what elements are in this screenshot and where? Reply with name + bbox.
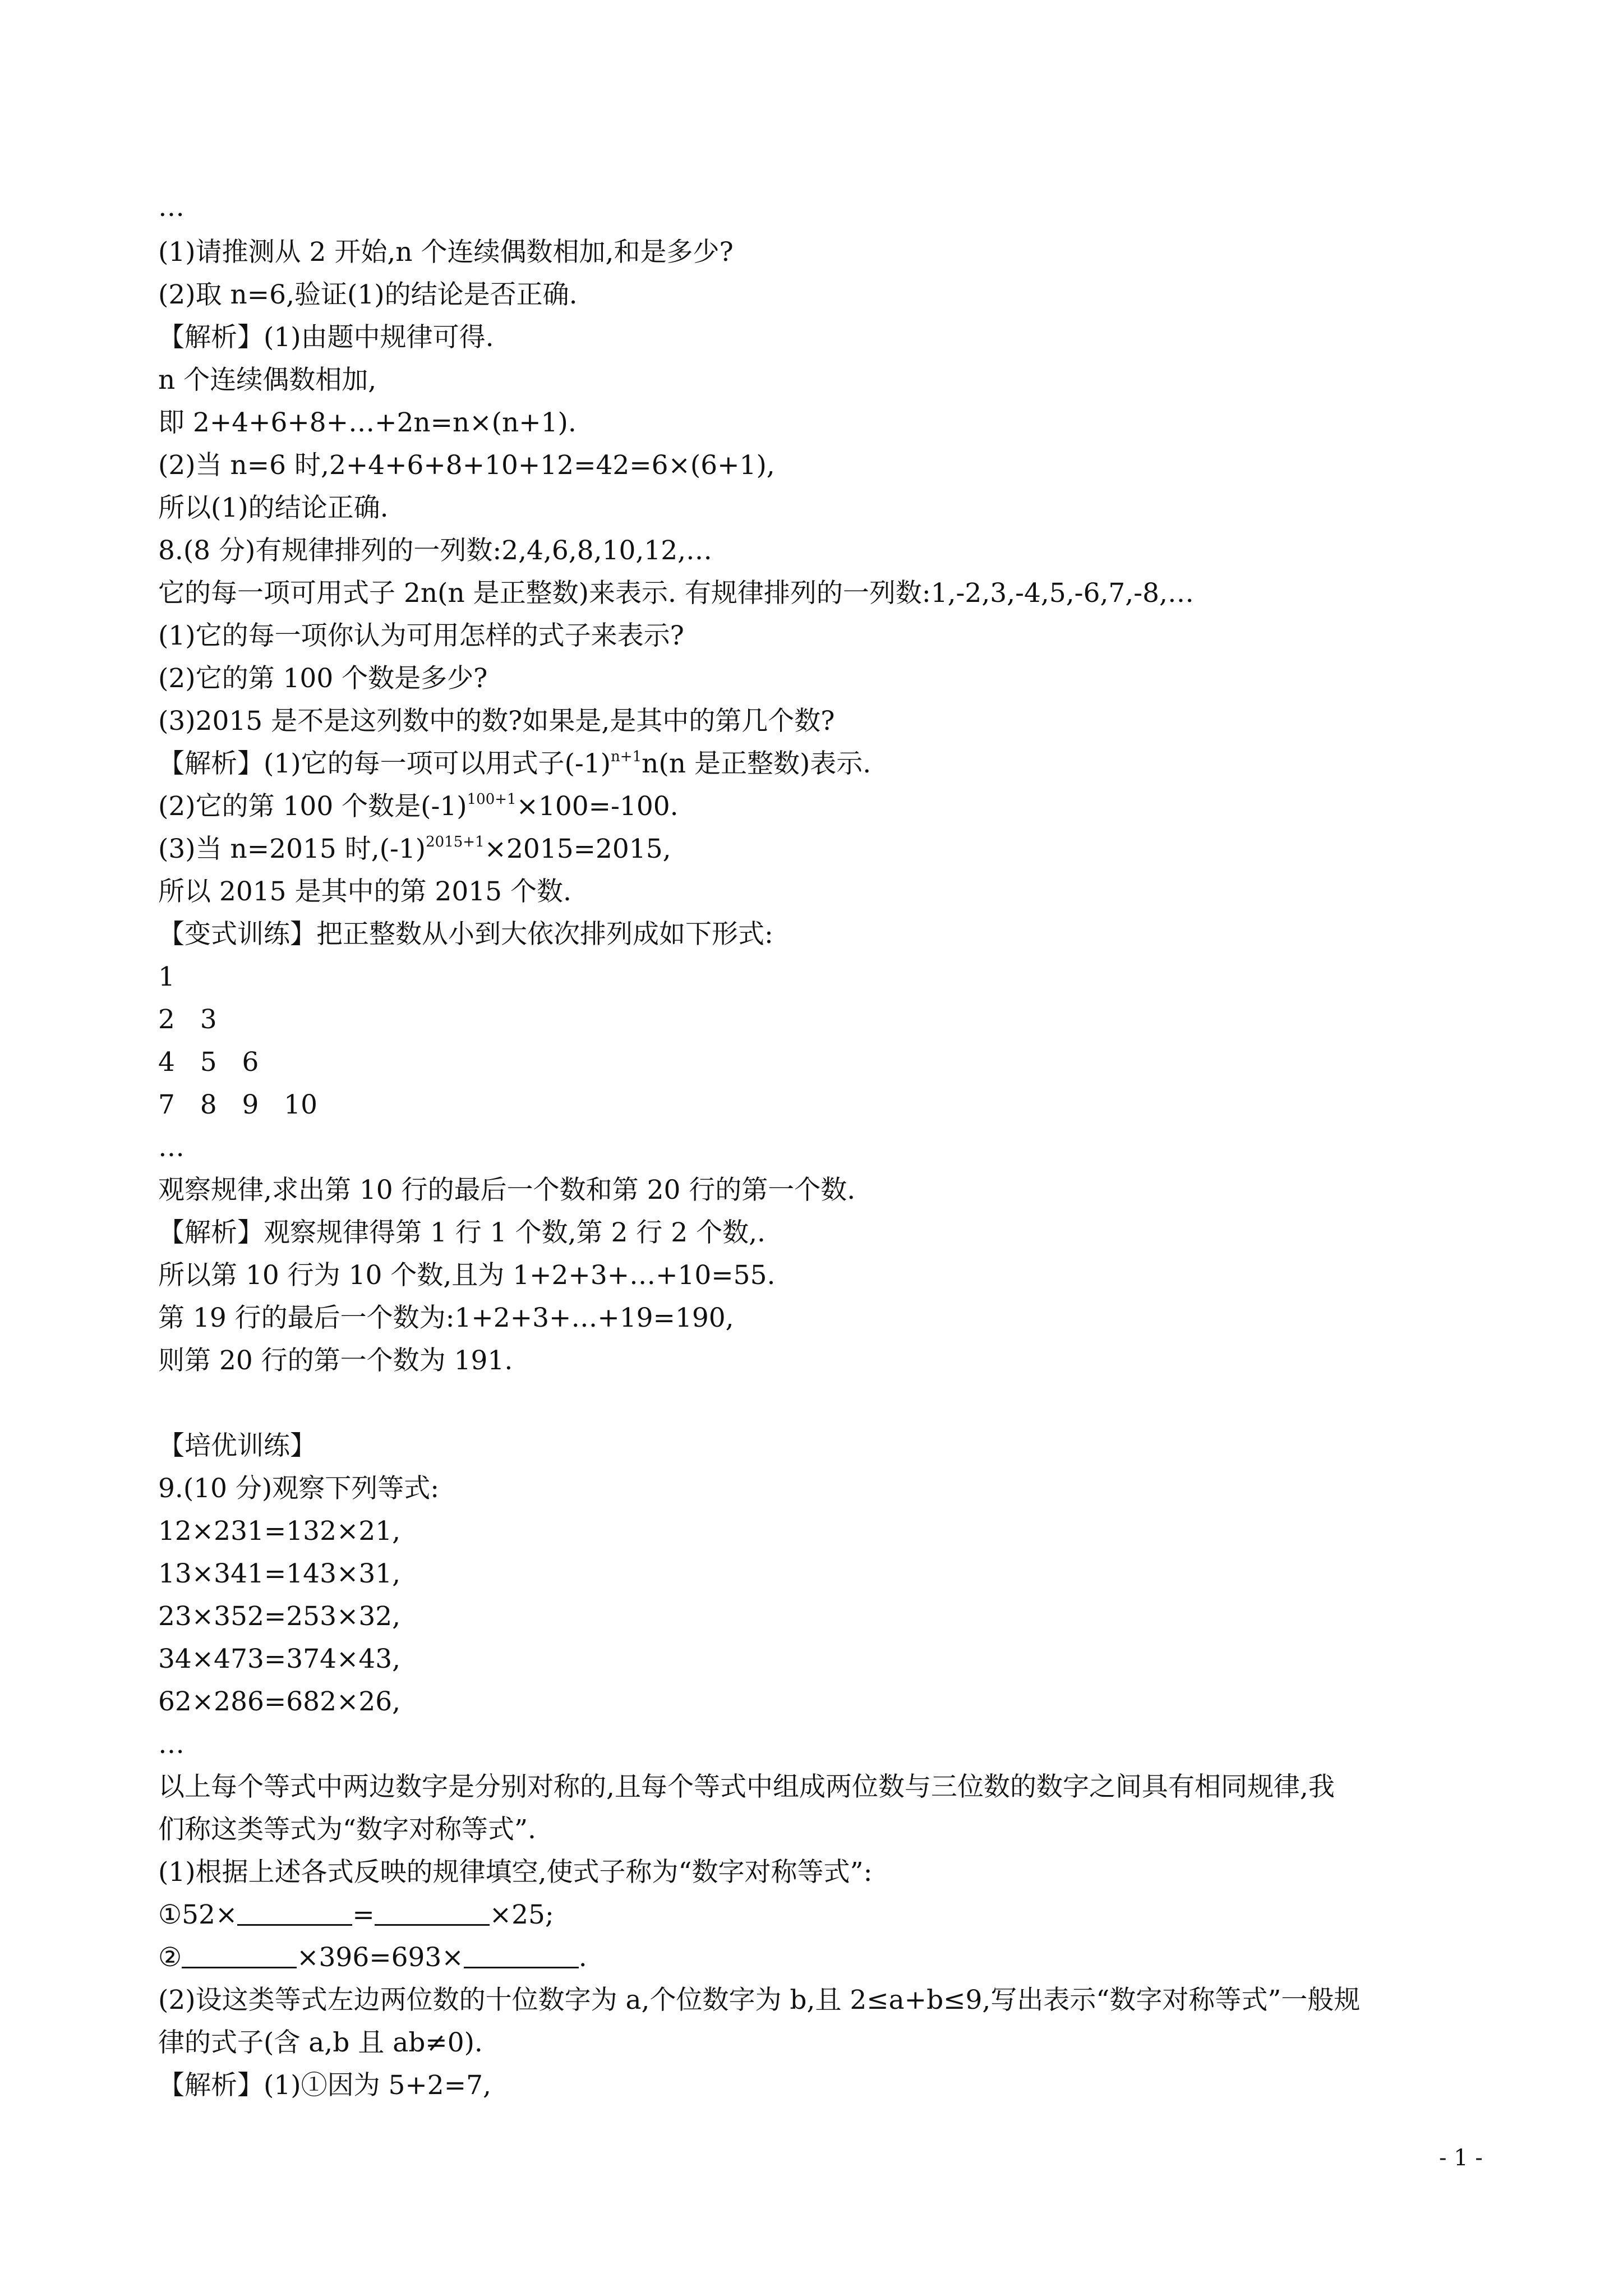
equation-line: 13×341=143×31, (158, 1558, 401, 1589)
solution-line: 所以 2015 是其中的第 2015 个数. (158, 876, 571, 907)
solution-line: 第 19 行的最后一个数为:1+2+3+…+19=190, (158, 1303, 734, 1333)
ellipsis-line: … (158, 1729, 185, 1760)
question-part-2: (2)设这类等式左边两位数的十位数字为 a,个位数字为 b,且 2≤a+b≤9,写出表示“数字对称等式”一般规 (158, 1985, 1361, 2016)
question-part-1: (1)它的每一项你认为可用怎样的式子来表示? (158, 620, 684, 651)
solution-line: 【解析】观察规律得第 1 行 1 个数,第 2 行 2 个数,. (158, 1217, 766, 1248)
ellipsis-line: … (158, 1132, 185, 1163)
question-8-title: 8.(8 分)有规律排列的一列数:2,4,6,8,10,12,… (158, 535, 713, 566)
text-segment: ×2015=2015, (484, 834, 671, 864)
exponent: 2015+1 (426, 834, 485, 850)
question-part-1: (1)根据上述各式反映的规律填空,使式子称为“数字对称等式”: (158, 1857, 873, 1888)
question-part-2: (2)取 n=6,验证(1)的结论是否正确. (158, 279, 578, 310)
question-part-1: (1)请推测从 2 开始,n 个连续偶数相加,和是多少? (158, 237, 734, 268)
text-segment: ×25; (489, 1899, 554, 1930)
question-stem: 们称这类等式为“数字对称等式”. (158, 1814, 536, 1845)
answer-blank[interactable] (237, 1902, 352, 1926)
text-segment: 【解析】(1)它的每一项可以用式子(-1) (158, 748, 611, 779)
solution-line: 【解析】(1)由题中规律可得. (158, 322, 494, 353)
solution-line: 所以第 10 行为 10 个数,且为 1+2+3+…+10=55. (158, 1260, 776, 1291)
text-segment: ①52× (158, 1899, 238, 1930)
text-segment: (2)它的第 100 个数是(-1) (158, 791, 467, 822)
equation-line: 12×231=132×21, (158, 1516, 401, 1547)
solution-line (158, 790, 679, 823)
solution-line: 【解析】(1)①因为 5+2=7, (158, 2070, 491, 2101)
question-stem: 以上每个等式中两边数字是分别对称的,且每个等式中组成两位数与三位数的数字之间具有相同规律,我 (158, 1772, 1335, 1802)
ellipsis-line: … (158, 192, 185, 223)
question-part-2: (2)它的第 100 个数是多少? (158, 663, 488, 694)
number-triangle-row: 7 8 9 10 (158, 1089, 317, 1120)
question-stem: 观察规律,求出第 10 行的最后一个数和第 20 行的第一个数. (158, 1175, 856, 1205)
number-triangle-row: 1 (158, 961, 175, 992)
question-part-2: 律的式子(含 a,b 且 ab≠0). (158, 2027, 483, 2058)
solution-line: 则第 20 行的第一个数为 191. (158, 1345, 513, 1376)
text-segment: = (352, 1899, 375, 1930)
fill-in-line (158, 1898, 554, 1932)
answer-blank[interactable] (182, 1944, 297, 1968)
text-segment: . (578, 1942, 587, 1973)
exponent: n+1 (611, 748, 642, 765)
solution-line (158, 747, 871, 781)
question-9-title: 9.(10 分)观察下列等式: (158, 1473, 440, 1504)
exponent: 100+1 (467, 791, 517, 808)
equation-line: 34×473=374×43, (158, 1644, 401, 1674)
page-number: - 1 - (1439, 2145, 1483, 2171)
text-segment: n(n 是正整数)表示. (642, 748, 872, 779)
solution-line: (2)当 n=6 时,2+4+6+8+10+12=42=6×(6+1), (158, 450, 775, 481)
answer-blank[interactable] (464, 1944, 579, 1968)
equation-line: 62×286=682×26, (158, 1686, 401, 1717)
text-segment: ×100=-100. (516, 791, 679, 822)
solution-line (158, 832, 671, 866)
number-triangle-row: 2 3 (158, 1004, 217, 1035)
text-segment: ② (158, 1942, 182, 1973)
solution-line: 即 2+4+6+8+…+2n=n×(n+1). (158, 407, 577, 438)
variant-training-heading: 【变式训练】把正整数从小到大依次排列成如下形式: (158, 919, 773, 950)
text-segment: (3)当 n=2015 时,(-1) (158, 834, 426, 864)
answer-blank[interactable] (375, 1902, 490, 1926)
equation-line: 23×352=253×32, (158, 1601, 401, 1632)
solution-line: 所以(1)的结论正确. (158, 493, 389, 523)
question-8-stem: 它的每一项可用式子 2n(n 是正整数)来表示. 有规律排列的一列数:1,-2,3,-4,5,-6,7,-8,… (158, 578, 1194, 609)
question-part-3: (3)2015 是不是这列数中的数?如果是,是其中的第几个数? (158, 706, 835, 737)
text-segment: ×396=693× (297, 1942, 464, 1973)
solution-line: n 个连续偶数相加, (158, 365, 377, 395)
fill-in-line (158, 1941, 587, 1975)
advanced-training-heading: 【培优训练】 (158, 1430, 316, 1461)
number-triangle-row: 4 5 6 (158, 1047, 259, 1078)
